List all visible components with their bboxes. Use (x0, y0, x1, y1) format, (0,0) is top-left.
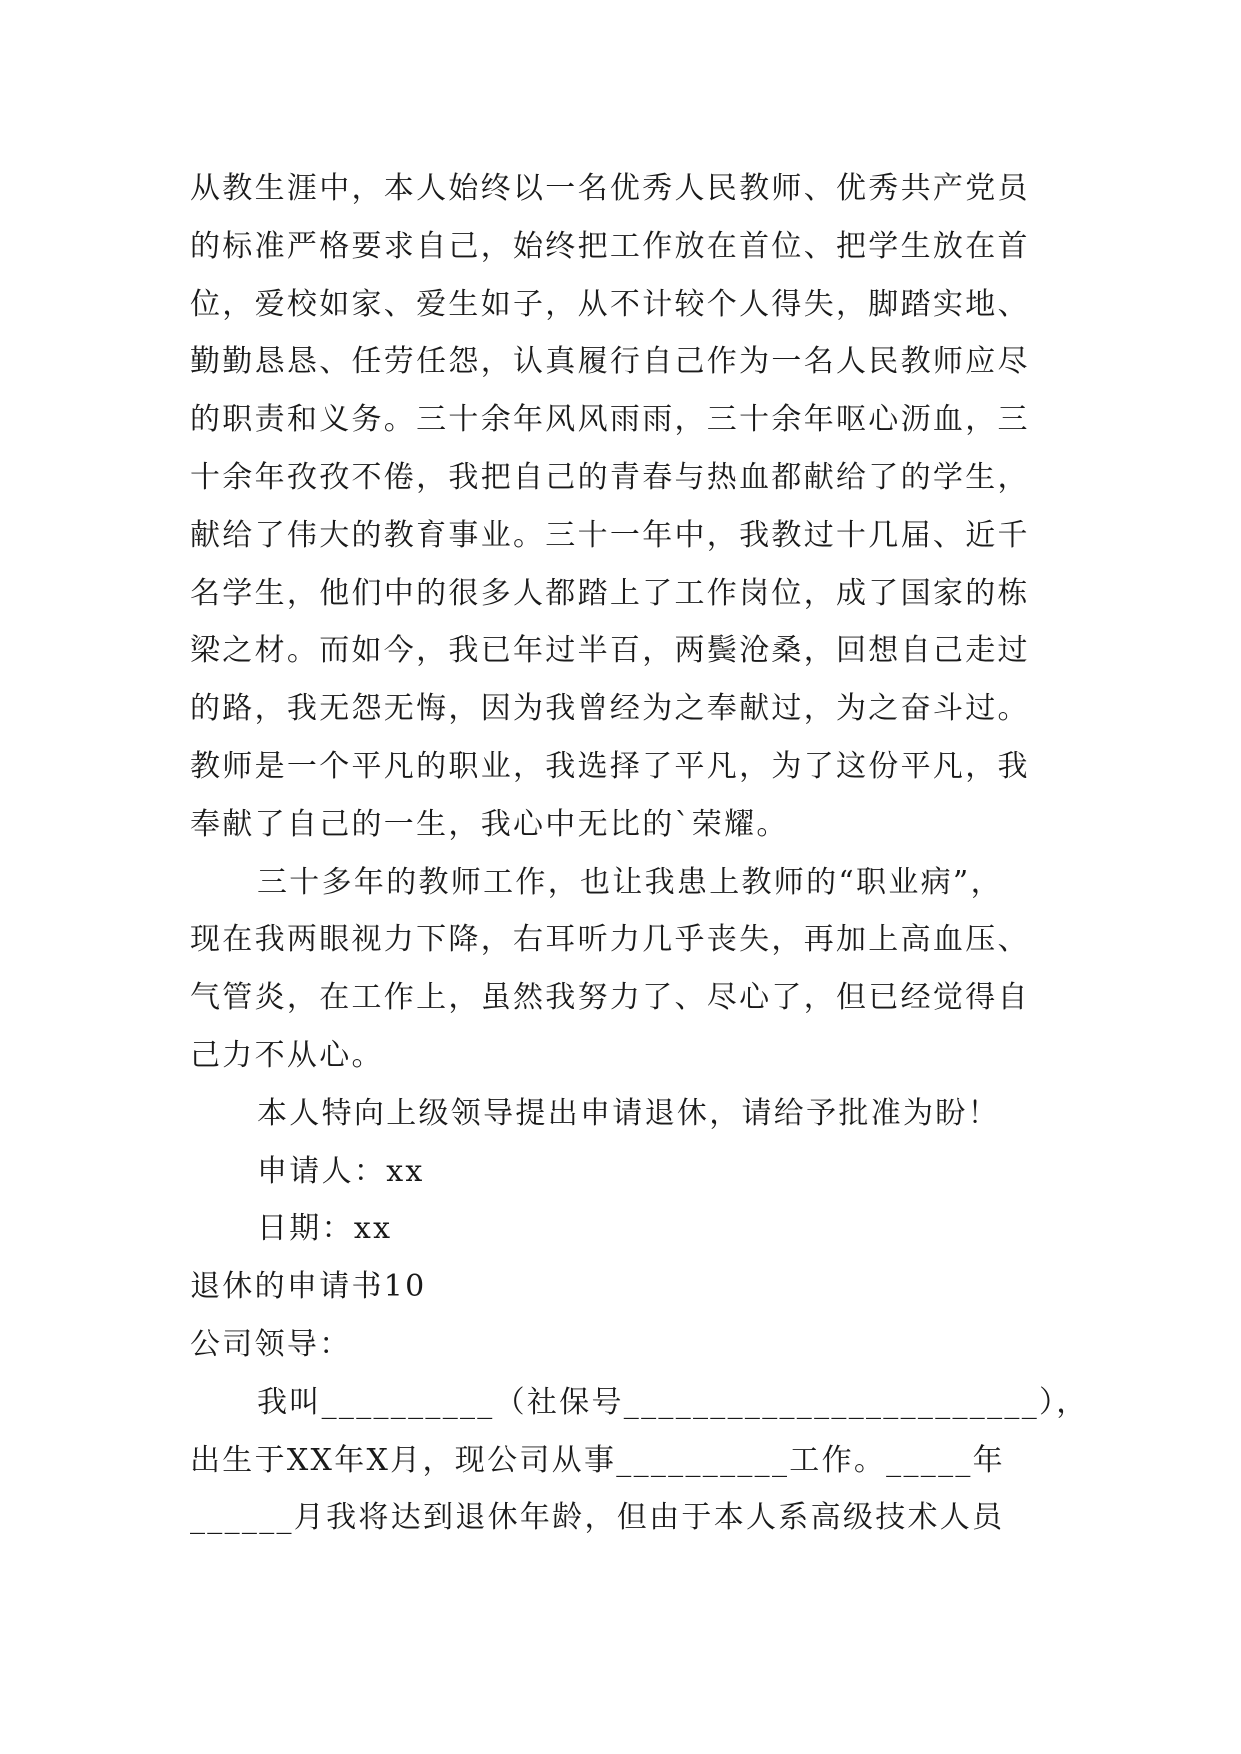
text-line: 出生于XX年X月，现公司从事__________工作。_____年 (190, 1442, 1005, 1478)
text-line: 的路，我无怨无悔，因为我曾经为之奉献过，为之奋斗过。 (190, 691, 1030, 727)
text-line: 献给了伟大的教育事业。三十一年中，我教过十几届、近千 (190, 517, 1030, 553)
text-line: 十余年孜孜不倦，我把自己的青春与热血都献给了的学生， (190, 459, 1030, 495)
section-title: 退休的申请书10 (190, 1269, 427, 1305)
text-line: 己力不从心。 (190, 1037, 384, 1073)
text-line: 名学生，他们中的很多人都踏上了工作岗位，成了国家的栋 (190, 575, 1030, 611)
text-line: 位，爱校如家、爱生如子，从不计较个人得失，脚踏实地、 (190, 286, 1030, 322)
document-body (190, 160, 1089, 1547)
paragraph-start-line: 我叫__________（社保号________________________）， (257, 1384, 1089, 1420)
paragraph-start-line: 三十多年的教师工作，也让我患上教师的“职业病”， (257, 864, 1003, 900)
text-line: 从教生涯中，本人始终以一名优秀人民教师、优秀共产党员 (190, 171, 1030, 206)
text-line: 奉献了自己的一生，我心中无比的`荣耀。 (190, 806, 789, 842)
salutation: 公司领导： (190, 1326, 352, 1362)
text-line: ______月我将达到退休年龄，但由于本人系高级技术人员 (190, 1500, 1005, 1536)
text-line: 梁之材。而如今，我已年过半百，两鬓沧桑，回想自己走过 (190, 633, 1030, 669)
text-line: 的标准严格要求自己，始终把工作放在首位、把学生放在首 (190, 228, 1030, 264)
date-line: 日期：xx (257, 1211, 393, 1247)
text-line: 气管炎，在工作上，虽然我努力了、尽心了，但已经觉得自 (190, 980, 1030, 1016)
text-line: 勤勤恳恳、任劳任怨，认真履行自己作为一名人民教师应尽 (190, 344, 1030, 380)
text-line: 教师是一个平凡的职业，我选择了平凡，为了这份平凡，我 (190, 748, 1030, 784)
text-line: 的职责和义务。三十余年风风雨雨，三十余年呕心沥血，三 (190, 402, 1030, 438)
text-line: 现在我两眼视力下降，右耳听力几乎丧失，再加上高血压、 (190, 922, 1030, 958)
paragraph-start-line: 本人特向上级领导提出申请退休，请给予批准为盼！ (257, 1095, 1000, 1131)
applicant-line: 申请人：xx (257, 1153, 425, 1189)
